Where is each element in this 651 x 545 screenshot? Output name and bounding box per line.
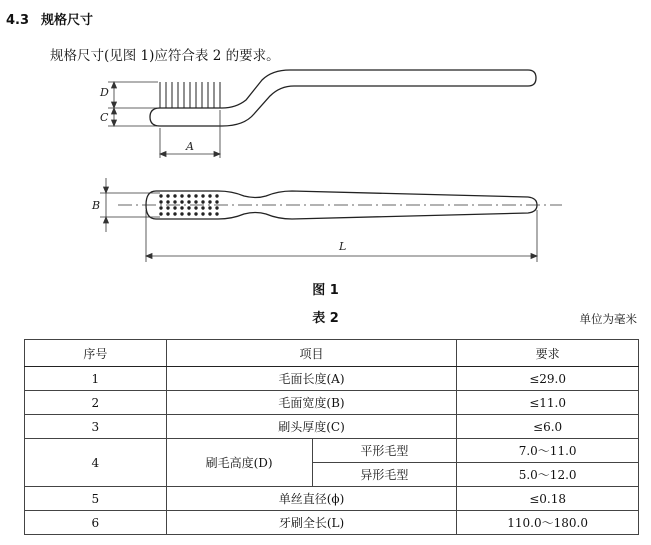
dim-label-l: L	[339, 240, 347, 253]
row-subitem: 平形毛型	[312, 439, 457, 463]
header-no: 序号	[25, 340, 167, 367]
figure-caption: 图 1	[312, 283, 339, 298]
dim-label-c: C	[100, 111, 109, 124]
row-item: 毛面宽度(B)	[166, 391, 457, 415]
header-requirement: 要求	[457, 340, 639, 367]
table-row	[25, 511, 639, 535]
row-requirement: 7.0～11.0	[457, 439, 639, 463]
header-item: 项目	[166, 340, 457, 367]
row-item: 刷头厚度(C)	[166, 415, 457, 439]
row-requirement: ≤11.0	[457, 391, 639, 415]
row-requirement: ≤0.18	[457, 487, 639, 511]
row-requirement: ≤6.0	[457, 415, 639, 439]
row-requirement: 5.0～12.0	[457, 463, 639, 487]
row-item: 刷毛高度(D)	[166, 439, 312, 487]
table-row	[25, 391, 639, 415]
table-row	[25, 415, 639, 439]
dim-label-d: D	[100, 86, 109, 99]
row-no: 6	[25, 511, 167, 535]
table-row	[25, 487, 639, 511]
section-title: 规格尺寸	[41, 13, 94, 28]
row-requirement: ≤29.0	[457, 367, 639, 391]
side-dimensions	[108, 82, 220, 158]
table-header-row	[25, 340, 639, 367]
table-caption: 表 2	[312, 311, 339, 326]
dim-label-b: B	[92, 199, 101, 212]
dim-label-a: A	[186, 140, 194, 153]
row-subitem: 异形毛型	[312, 463, 457, 487]
row-no: 1	[25, 367, 167, 391]
row-no: 2	[25, 391, 167, 415]
table-row	[25, 439, 639, 463]
unit-note: 单位为毫米	[579, 312, 637, 326]
row-no: 5	[25, 487, 167, 511]
row-item: 毛面长度(A)	[166, 367, 457, 391]
row-item: 牙刷全长(L)	[166, 511, 457, 535]
spec-table	[24, 339, 639, 535]
table-row	[25, 367, 639, 391]
section-number: 4.3	[6, 13, 30, 28]
row-no: 4	[25, 439, 167, 487]
row-item: 单丝直径(ϕ)	[166, 487, 457, 511]
bristles-side	[160, 82, 220, 108]
row-requirement: 110.0～180.0	[457, 511, 639, 535]
intro-paragraph: 规格尺寸(见图 1)应符合表 2 的要求。	[50, 48, 280, 64]
row-no: 3	[25, 415, 167, 439]
